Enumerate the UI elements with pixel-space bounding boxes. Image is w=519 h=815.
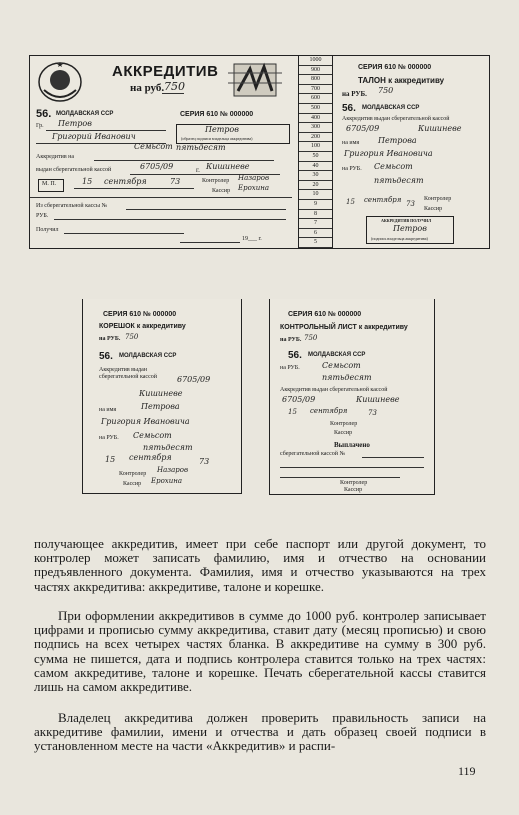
scale-cell: 1000 <box>299 56 332 66</box>
accreditive-series: СЕРИЯ 610 № 000000 <box>180 111 254 118</box>
scale-cell: 20 <box>299 181 332 191</box>
koreshok-cashier-label: Кассир <box>123 481 142 487</box>
stamp-place-label: М. П. <box>42 181 57 187</box>
control-amount: 750 <box>304 334 318 342</box>
paid-office-line <box>362 457 424 458</box>
recipient-surname: Петров <box>58 119 92 128</box>
ussr-emblem-icon <box>36 60 84 104</box>
control-date-day: 15 <box>288 408 297 416</box>
accreditive-date-month: сентября <box>104 177 147 186</box>
control-number: 56. <box>288 350 302 361</box>
control-sum-words2: пятьдесят <box>322 373 372 382</box>
date-line <box>74 188 194 189</box>
talon-surname: Петрова <box>378 136 417 145</box>
koreshok-office-no: 6705/09 <box>177 375 211 384</box>
talon-number: 56. <box>342 103 356 114</box>
owner-signature-caption: (образец подписи владельца аккредитива) <box>181 136 253 141</box>
talon-date-month: сентября <box>364 196 402 204</box>
koreshok-sum-words: Семьсот <box>133 431 172 440</box>
accreditive-amount: 750 <box>164 80 185 93</box>
talon-sign-caption: (подпись владельца аккредитива) <box>371 236 428 241</box>
koreshok-title: КОРЕШОК к аккредитиву <box>99 323 186 330</box>
control-paid-title: Выплачено <box>334 441 370 449</box>
koreshok-issued-label: Аккредитив выдан сберегательной кассой <box>99 367 157 380</box>
accreditive-republic: МОЛДАВСКАЯ ССР <box>56 111 114 117</box>
savings-bank-logo-icon <box>228 61 282 99</box>
talon-issued-label: Аккредитив выдан сберегательной кассой <box>342 116 450 122</box>
control-office-no: 6705/09 <box>282 395 316 404</box>
received-year: 19___ г. <box>242 236 262 242</box>
control-issued-label: Аккредитив выдан сберегательной кассой <box>280 387 388 393</box>
control-controller-label2: Контролер <box>340 480 368 486</box>
surname-line <box>46 130 166 131</box>
issued-on-line <box>94 160 274 161</box>
divider-line <box>30 197 292 198</box>
talon-title: ТАЛОН к аккредитиву <box>358 76 445 85</box>
scale-cell: 9 <box>299 200 332 210</box>
controller-label: Контролер <box>202 178 230 184</box>
scale-cell: 10 <box>299 190 332 200</box>
koreshok-name: Григория Ивановича <box>101 417 190 426</box>
talon-controller-label: Контролер <box>424 196 452 202</box>
scale-cell: 800 <box>299 75 332 85</box>
from-office-line <box>126 209 286 210</box>
talon-rub-label: на РУБ. <box>342 166 362 172</box>
talon-office-no: 6705/09 <box>346 124 380 133</box>
accreditive-sum-words: Семьсот <box>134 142 173 151</box>
koreshok-rub-label: на РУБ. <box>99 435 119 441</box>
talon-sign-box-title: АККРЕДИТИВ ПОЛУЧИЛ <box>381 218 432 223</box>
issued-office-label: выдан сберегательной кассой <box>36 167 112 173</box>
talon-republic: МОЛДАВСКАЯ ССР <box>362 105 420 111</box>
paid-date-line <box>280 477 400 478</box>
control-sum-words: Семьсот <box>322 361 361 370</box>
rub-line <box>54 219 286 220</box>
cashier-label: Кассир <box>212 188 231 194</box>
scale-cell: 6 <box>299 229 332 239</box>
koreshok-republic: МОЛДАВСКАЯ ССР <box>119 353 177 359</box>
scale-cell: 200 <box>299 133 332 143</box>
amount-underline <box>162 93 184 94</box>
issued-on-label: Аккредитив на <box>36 154 75 160</box>
control-sheet-form <box>269 299 435 495</box>
koreshok-surname: Петрова <box>141 402 180 411</box>
scale-cell: 5 <box>299 238 332 248</box>
control-amount-prefix: на РУБ. <box>280 337 302 343</box>
accreditive-city: Кишиневе <box>206 162 250 171</box>
talon-date-day: 15 <box>346 198 355 206</box>
rub-label: РУБ. <box>36 213 49 219</box>
scale-cell: 100 <box>299 142 332 152</box>
koreshok-controller-label: Контролер <box>119 471 147 477</box>
scale-cell: 7 <box>299 219 332 229</box>
scale-cell: 8 <box>299 210 332 220</box>
control-republic: МОЛДАВСКАЯ ССР <box>308 352 366 358</box>
talon-series: СЕРИЯ 610 № 000000 <box>358 64 432 71</box>
scale-cell: 700 <box>299 85 332 95</box>
received-line <box>64 233 184 234</box>
control-cashier-label: Кассир <box>334 430 353 436</box>
koreshok-amount: 750 <box>125 333 139 341</box>
control-title: КОНТРОЛЬНЫЙ ЛИСТ к аккредитиву <box>280 324 408 331</box>
recipient-name: Григорий Иванович <box>52 132 136 141</box>
koreshok-controller-signature: Назаров <box>157 466 189 474</box>
control-date-year: 73 <box>368 409 377 417</box>
talon-name-label: на имя <box>342 140 360 146</box>
accreditive-office-no: 6705/09 <box>140 162 174 171</box>
control-date-month: сентября <box>310 407 348 415</box>
scale-cell: 40 <box>299 162 332 172</box>
koreshok-name-label: на имя <box>99 407 117 413</box>
control-controller-label: Контролер <box>330 421 358 427</box>
talon-date-year: 73 <box>406 200 415 208</box>
koreshok-series: СЕРИЯ 610 № 000000 <box>103 311 177 318</box>
scale-cell: 30 <box>299 171 332 181</box>
scale-cell: 900 <box>299 66 332 76</box>
koreshok-sum-words2: пятьдесят <box>143 443 193 452</box>
received-label: Получил <box>36 227 59 233</box>
paragraph-2: При оформлении аккредитивов в сумме до 1000 руб. контролер записывает цифрами и прописью сумму аккредитива, ставит дату (месяц прописью) и свою подпись на всех четырех частях бланка. В аккредитиве на сумму в 300 руб. сумма не пишется, дата и подпись контролера ставится только на трех частях: самом аккредитиве, талоне и корешке. Печать сберегательной кассы ставится лишь на самом аккредитиве. <box>34 608 486 695</box>
control-cashier-label2: Кассир <box>344 487 363 493</box>
scale-cell: 50 <box>299 152 332 162</box>
accreditive-date-day: 15 <box>82 177 93 186</box>
talon-sum-words: Семьсот <box>374 162 413 171</box>
controller-signature: Назаров <box>238 174 270 182</box>
accreditive-amount-prefix: на руб. <box>130 82 165 94</box>
scale-cell: 600 <box>299 94 332 104</box>
koreshok-number: 56. <box>99 351 113 362</box>
accreditive-date-year: 73 <box>170 177 181 186</box>
koreshok-date-day: 15 <box>105 455 116 464</box>
talon-cashier-label: Кассир <box>424 206 443 212</box>
control-city: Кишиневе <box>356 395 400 404</box>
paragraph-1: получающее аккредитив, имеет при себе паспорт или другой документ, то контролер может записать фамилию, имя и отчество на основании предъявленного документа. Фамилия, имя и отчество указываются на трех частях аккредитива: аккредитиве, талоне и корешке. <box>34 536 486 594</box>
scale-cell: 400 <box>299 114 332 124</box>
cashier-signature: Ерохина <box>238 184 270 192</box>
paid-amount-line <box>280 467 424 468</box>
from-office-label: Из сберегательной кассы № <box>36 203 108 209</box>
accreditive-number: 56. <box>36 108 52 120</box>
scale-cell: 300 <box>299 123 332 133</box>
koreshok-date-year: 73 <box>199 457 210 466</box>
koreshok-date-month: сентября <box>129 453 172 462</box>
control-rub-label: на РУБ. <box>280 365 300 371</box>
control-paid-office-label: сберегательной кассой № <box>280 451 346 457</box>
koreshok-amount-prefix: на РУБ. <box>99 336 121 342</box>
paragraph-3: Владелец аккредитива должен проверить правильность записи на аккредитиве фамилии, имени и отчества и дать образец своей подписи в установленном месте на части «Аккредитив» и распи- <box>34 710 486 754</box>
accreditive-sum-words2: пятьдесят <box>176 143 226 152</box>
control-series: СЕРИЯ 610 № 000000 <box>288 311 362 318</box>
accreditive-form <box>29 55 490 249</box>
talon-signature: Петров <box>393 224 427 233</box>
koreshok-form <box>82 299 242 494</box>
stamp-place-box <box>38 179 64 192</box>
accreditive-title: АККРЕДИТИВ <box>112 63 219 80</box>
scale-cell: 500 <box>299 104 332 114</box>
owner-signature-box <box>176 124 290 144</box>
talon-name: Григория Ивановича <box>344 149 433 158</box>
citizen-label: Гр. <box>36 123 44 129</box>
talon-sum-words2: пятьдесят <box>374 176 424 185</box>
received-date-line <box>180 242 240 243</box>
talon-sign-box <box>366 216 454 244</box>
talon-amount-prefix: на РУБ. <box>342 90 367 98</box>
owner-signature: Петров <box>205 125 239 134</box>
talon-amount: 750 <box>378 86 394 95</box>
amount-scale <box>298 56 333 248</box>
accreditive-city-prefix: г. <box>196 166 200 174</box>
page-number: 119 <box>458 764 476 778</box>
talon-city: Кишиневе <box>418 124 462 133</box>
koreshok-city: Кишиневе <box>139 389 183 398</box>
koreshok-cashier-signature: Ерохина <box>151 477 183 485</box>
